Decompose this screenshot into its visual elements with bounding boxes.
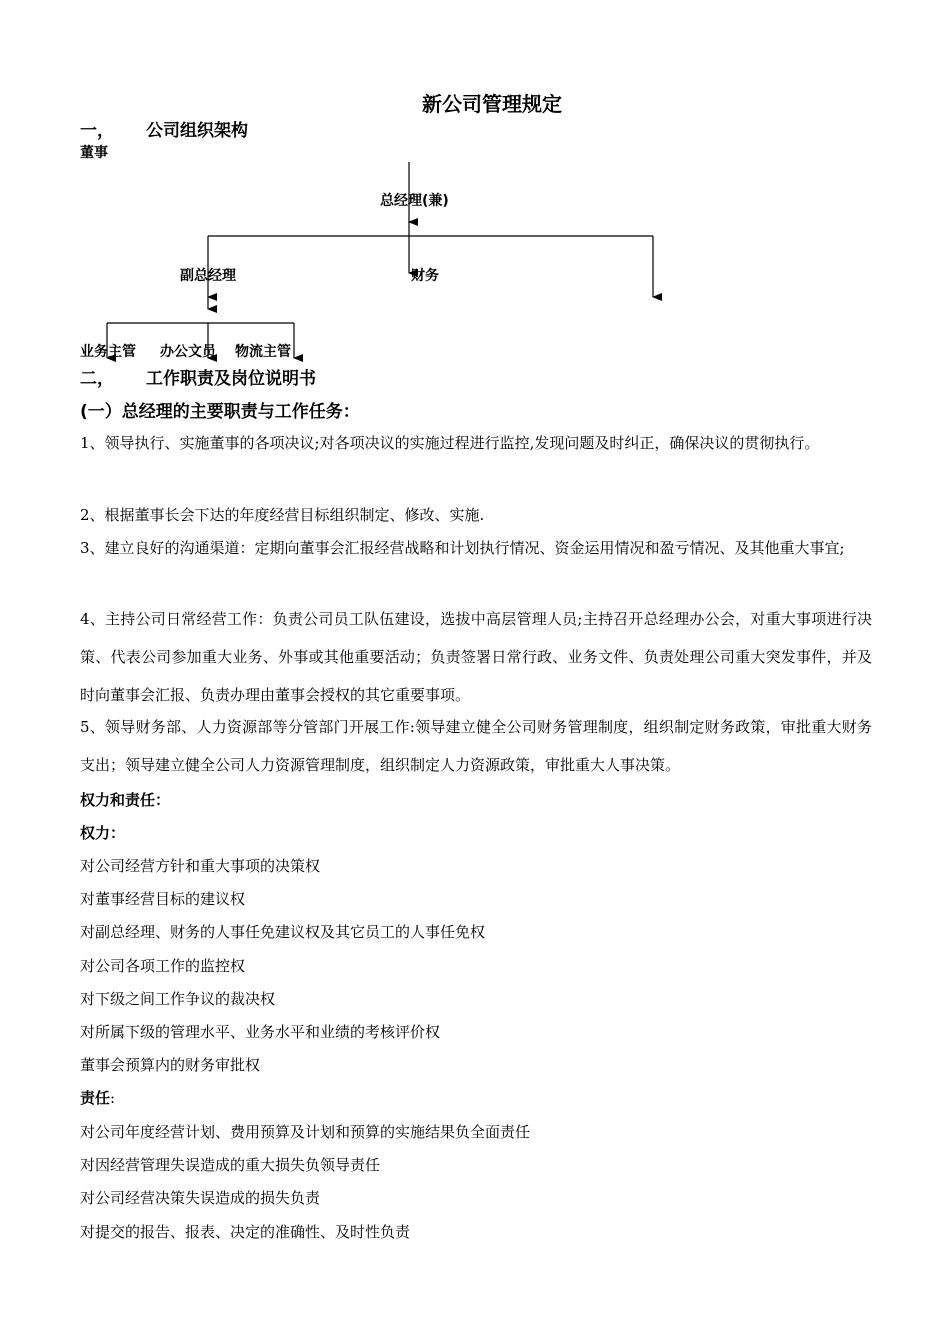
power-item: 对董事经营目标的建议权 [80, 890, 246, 908]
duty-paragraph: 4、主持公司日常经营工作：负责公司员工队伍建设，选拔中高层管理人员;主持召开总经理办公会，对重大事项进行决策、代表公司参加重大业务、外事或其他重要活动；负责签署日常行政、业务文件、负责处理公司重大突发事件，并及时向董事会汇报、负责办理由董事会授权的其它重要事项。 [80, 610, 872, 704]
section-1-heading: 公司组织架构 [146, 121, 248, 141]
power-item: 对副总经理、财务的人事任免建议权及其它员工的人事任免权 [80, 923, 486, 941]
responsibility-item: 对公司经营决策失误造成的损失负责 [80, 1189, 321, 1207]
responsibility-heading-colon: : [110, 1089, 116, 1107]
org-logistics-mgr: 物流主管 [235, 344, 291, 360]
org-gm: 总经理(兼) [380, 193, 449, 209]
responsibility-heading-text: 责任 [80, 1089, 111, 1107]
power-item: 对公司各项工作的监控权 [80, 957, 246, 975]
duty-paragraph: 1、领导执行、实施董事的各项决议;对各项决议的实施过程进行监控,发现问题及时纠正，确保决议的贯彻执行。 [80, 434, 820, 452]
section-2-heading: 工作职责及岗位说明书 [146, 369, 316, 389]
power-item: 对下级之间工作争议的裁决权 [80, 990, 276, 1008]
section-2-number: 二， [80, 369, 114, 389]
responsibility-heading [80, 1087, 115, 1108]
duty-paragraph: 5、领导财务部、人力资源部等分管部门开展工作:领导建立健全公司财务管理制度，组织制定财务政策，审批重大财务支出；领导建立健全公司人力资源管理制度，组织制定人力资源政策，审批重大人事决策。 [80, 718, 872, 774]
responsibility-item: 对公司年度经营计划、费用预算及计划和预算的实施结果负全面责任 [80, 1123, 531, 1141]
duty-paragraph: 2、根据董事长会下达的年度经营目标组织制定、修改、实施. [80, 506, 485, 524]
org-business-mgr: 业务主管 [80, 344, 136, 360]
org-chart [0, 0, 950, 370]
power-item: 对公司经营方针和重大事项的决策权 [80, 857, 321, 875]
org-board: 董事 [80, 145, 108, 161]
power-resp-heading: 权力和责任： [80, 791, 171, 809]
org-office-clerk: 办公文员 [160, 344, 216, 360]
power-item: 董事会预算内的财务审批权 [80, 1056, 261, 1074]
responsibility-item: 对因经营管理失误造成的重大损失负领导责任 [80, 1156, 381, 1174]
power-item: 对所属下级的管理水平、业务水平和业绩的考核评价权 [80, 1023, 441, 1041]
page-title: 新公司管理规定 [422, 92, 562, 116]
responsibility-item: 对提交的报告、报表、决定的准确性、及时性负责 [80, 1223, 411, 1241]
duty-paragraph: 3、建立良好的沟通渠道：定期向董事会汇报经营战略和计划执行情况、资金运用情况和盈亏情况、及其他重大事宜; [80, 539, 845, 557]
org-deputy-gm: 副总经理 [180, 268, 236, 284]
power-heading: 权力： [80, 824, 126, 842]
org-finance: 财务 [411, 268, 439, 284]
subsection-heading: (一）总经理的主要职责与工作任务： [80, 402, 360, 422]
section-1-number: 一， [80, 121, 114, 141]
